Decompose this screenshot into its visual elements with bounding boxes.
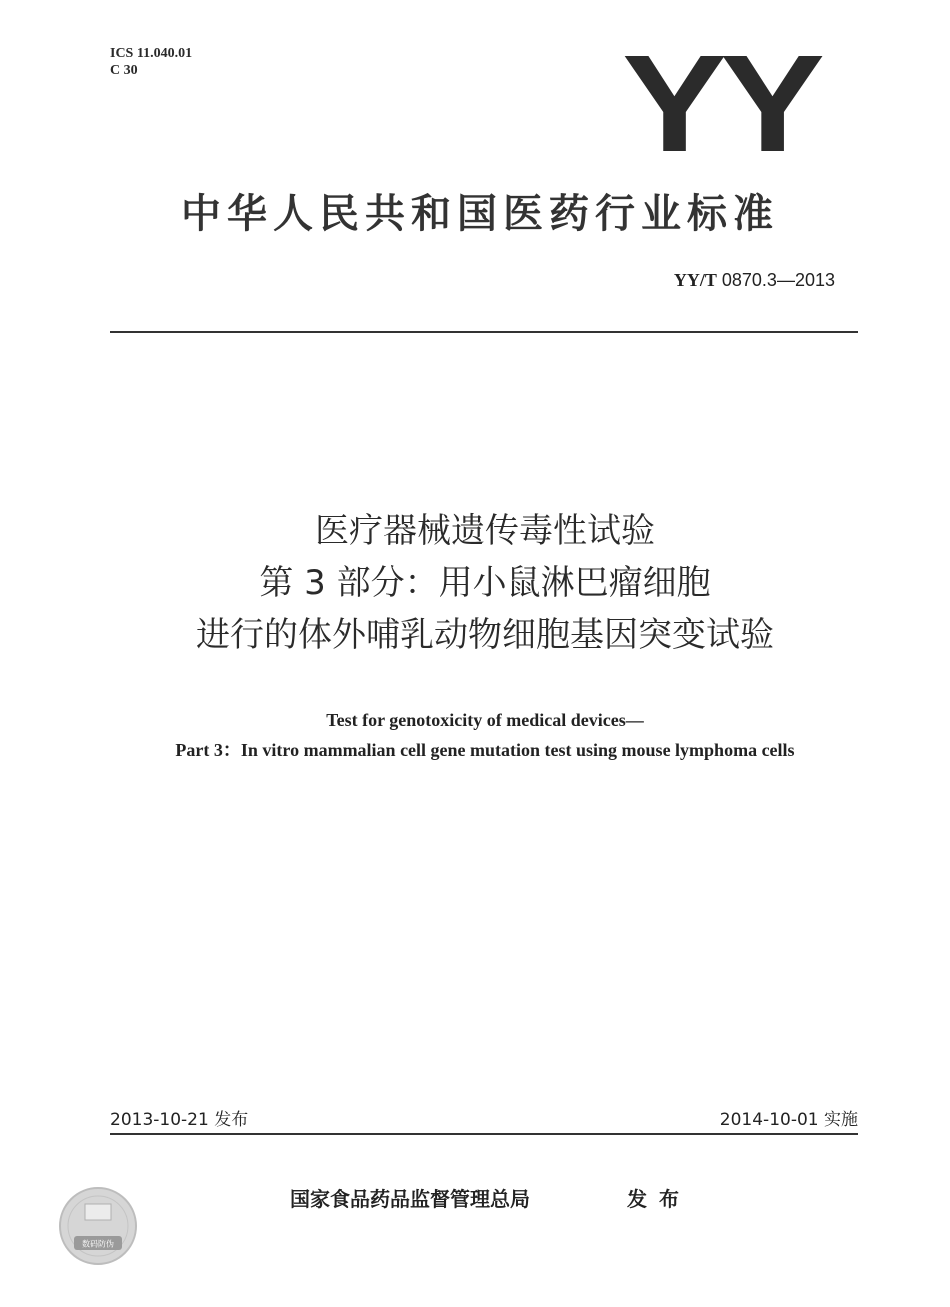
- issue-date: 2013-10-21 发布: [110, 1110, 249, 1130]
- ccs-code: C 30: [110, 63, 138, 78]
- bottom-divider: [110, 1133, 858, 1135]
- issuing-authority: 国家食品药品监督管理总局: [290, 1187, 530, 1211]
- title-english: [100, 705, 870, 765]
- standard-number-prefix: YY/T: [673, 270, 717, 290]
- title-zh-line-1: 医疗器械遗传毒性试验: [315, 511, 655, 551]
- standard-number-value: 0870.3—2013: [721, 270, 835, 290]
- title-zh-line-2: 第 3 部分：用小鼠淋巴瘤细胞: [259, 563, 711, 603]
- standard-organization: 中华人民共和国医药行业标准: [181, 191, 779, 237]
- seal-text: 数码防伪: [82, 1239, 114, 1249]
- issue-word: 发布: [627, 1187, 691, 1211]
- title-chinese: [100, 505, 870, 661]
- title-zh-line-3: 进行的体外哺乳动物细胞基因突变试验: [196, 615, 774, 655]
- title-en-line-1: Test for genotoxicity of medical devices—: [326, 710, 644, 730]
- implementation-date: 2014-10-01 实施: [719, 1110, 858, 1130]
- classification-codes: [110, 45, 192, 79]
- top-divider: [110, 331, 858, 333]
- anti-counterfeit-seal-icon: [58, 1186, 138, 1266]
- yy-logo: YY: [622, 27, 819, 181]
- ics-code: ICS 11.040.01: [110, 46, 193, 61]
- title-en-line-2: Part 3：In vitro mammalian cell gene mutation test using mouse lymphoma cells: [175, 740, 795, 760]
- standard-number: [674, 270, 835, 291]
